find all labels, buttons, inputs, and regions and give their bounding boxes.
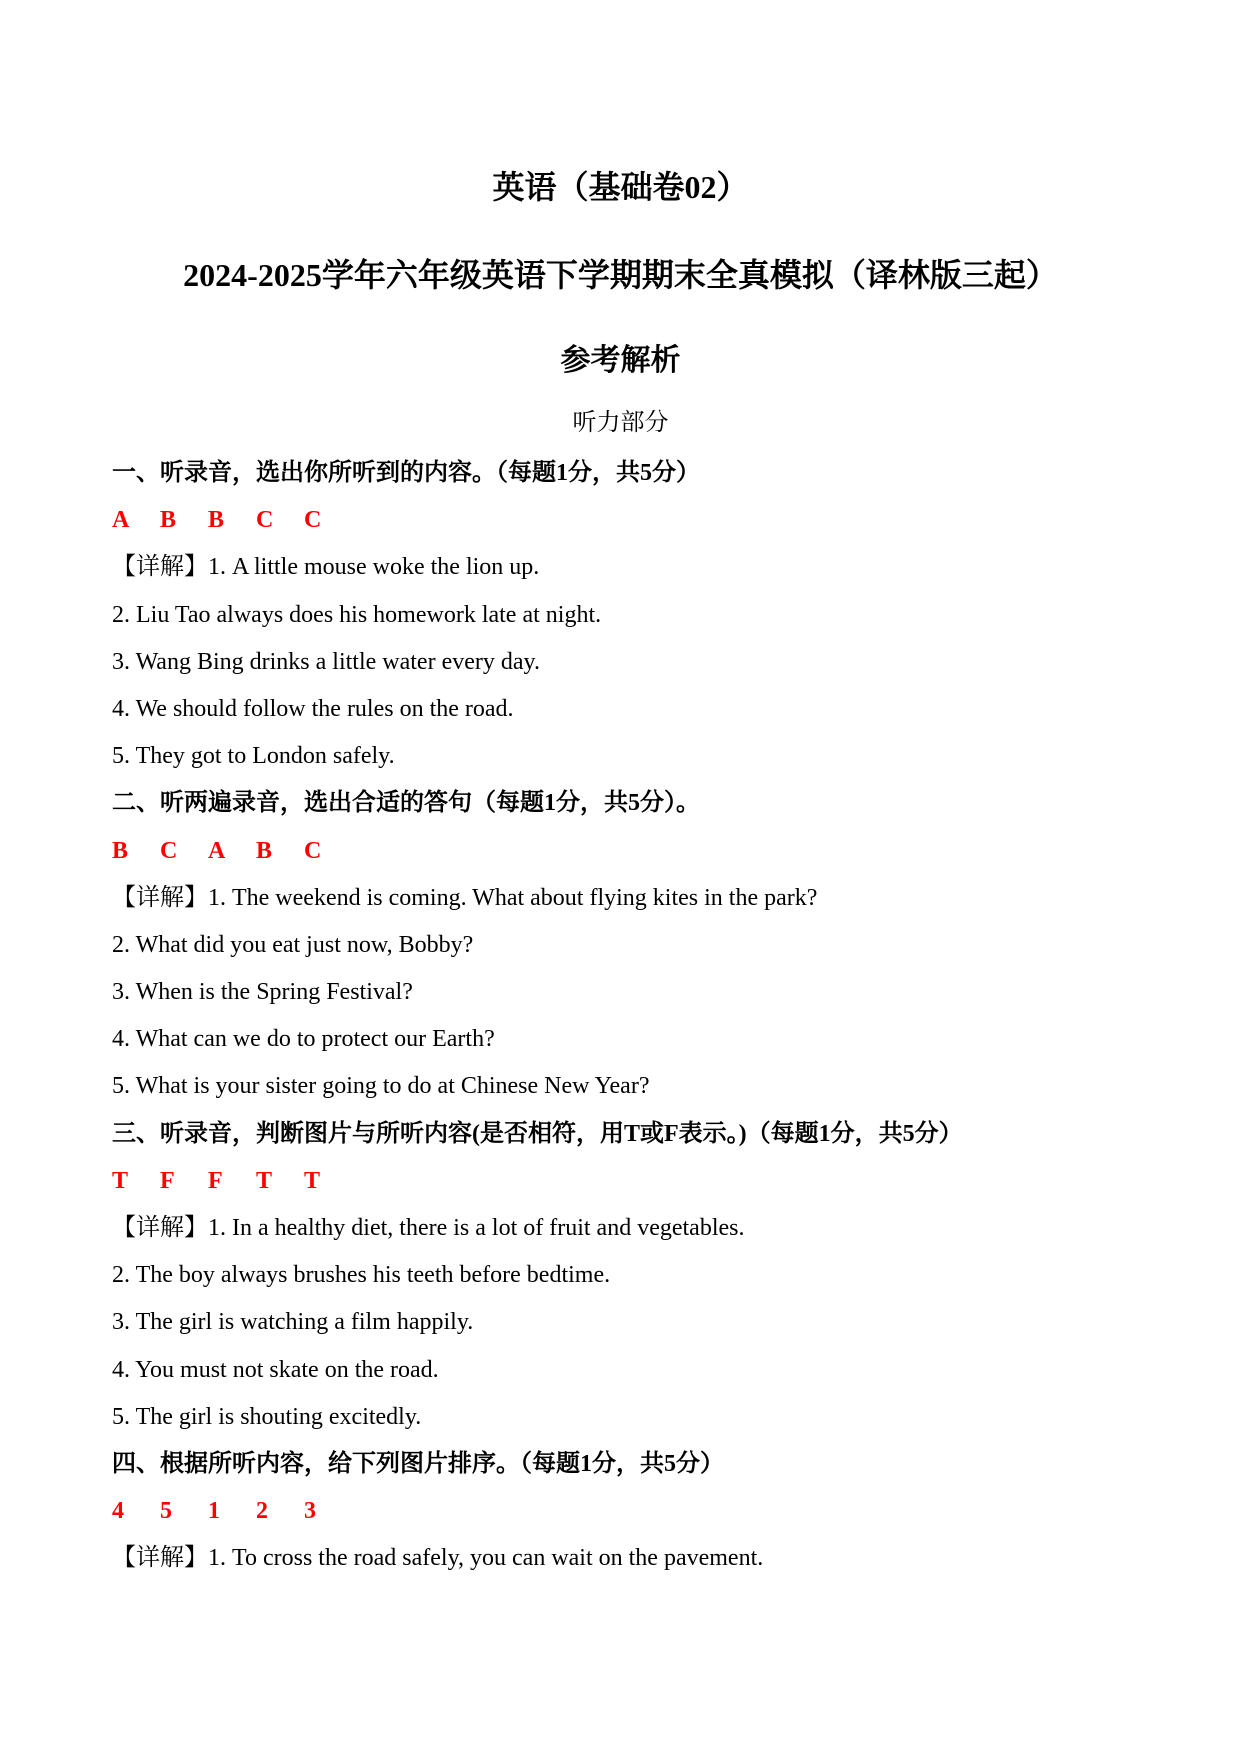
document-subtitle: 2024-2025学年六年级英语下学期期末全真模拟（译林版三起） [183,257,1058,293]
answer: T [304,1167,321,1194]
answer: B [160,507,177,534]
answer: F [208,1167,223,1194]
answer: F [160,1167,175,1194]
detail-line: 5. They got to London safely. [112,743,395,770]
section-heading: 四、根据所听内容，给下列图片排序。（每题1分，共5分） [112,1450,724,1477]
detail-line: 2. What did you eat just now, Bobby? [112,931,474,958]
answer: B [208,507,225,534]
answer-key [112,497,1132,544]
answer: T [256,1167,273,1194]
detail-line: 【详解】1. In a healthy diet, there is a lot of fruit and vegetables. [112,1215,745,1241]
detail-line: 3. The girl is watching a film happily. [112,1309,474,1336]
detail-line: 2. The boy always brushes his teeth before bedtime. [112,1262,611,1289]
detail-line: 3. When is the Spring Festival? [112,979,413,1006]
document-type-label: 参考解析 [560,344,681,377]
answer-key [112,1158,1132,1205]
detail-line: 4. You must not skate on the road. [112,1356,439,1383]
content [112,450,1132,1583]
detail-line: 5. The girl is shouting excitedly. [112,1403,422,1430]
part-label: 听力部分 [572,410,669,436]
detail-line: 3. Wang Bing drinks a little water every day. [112,648,540,675]
answer: 2 [256,1498,268,1525]
detail-line: 4. What can we do to protect our Earth? [112,1026,495,1053]
answer: 5 [160,1498,172,1525]
detail-line: 4. We should follow the rules on the road. [112,695,514,722]
detail-line: 【详解】1. To cross the road safely, you can wait on the pavement. [112,1545,764,1572]
answer: A [208,837,226,864]
answer: C [160,837,178,864]
section-heading: 二、听两遍录音，选出合适的答句（每题1分，共5分）。 [112,790,700,817]
answer: C [304,507,322,534]
document-title: 英语（基础卷02） [492,169,749,205]
answer-key [112,828,1132,875]
section-heading: 一、听录音，选出你所听到的内容。（每题1分，共5分） [112,460,700,486]
detail-line: 2. Liu Tao always does his homework late at night. [112,601,602,628]
answer: C [304,837,322,864]
answer: 3 [304,1498,316,1525]
answer: B [112,837,129,864]
answer: C [256,507,274,534]
answer: T [112,1167,129,1194]
detail-line: 【详解】1. The weekend is coming. What about flying kites in the park? [112,884,818,911]
answer: B [256,837,273,864]
answer-key [112,1488,1132,1535]
answer: 1 [208,1498,220,1525]
detail-line: 5. What is your sister going to do at Chinese New Year? [112,1073,650,1100]
answer: A [112,507,130,534]
detail-line: 【详解】1. A little mouse woke the lion up. [112,554,540,581]
section-heading: 三、听录音，判断图片与所听内容(是否相符，用T或F表示。)（每题1分，共5分） [112,1120,963,1147]
answer: 4 [112,1498,124,1525]
